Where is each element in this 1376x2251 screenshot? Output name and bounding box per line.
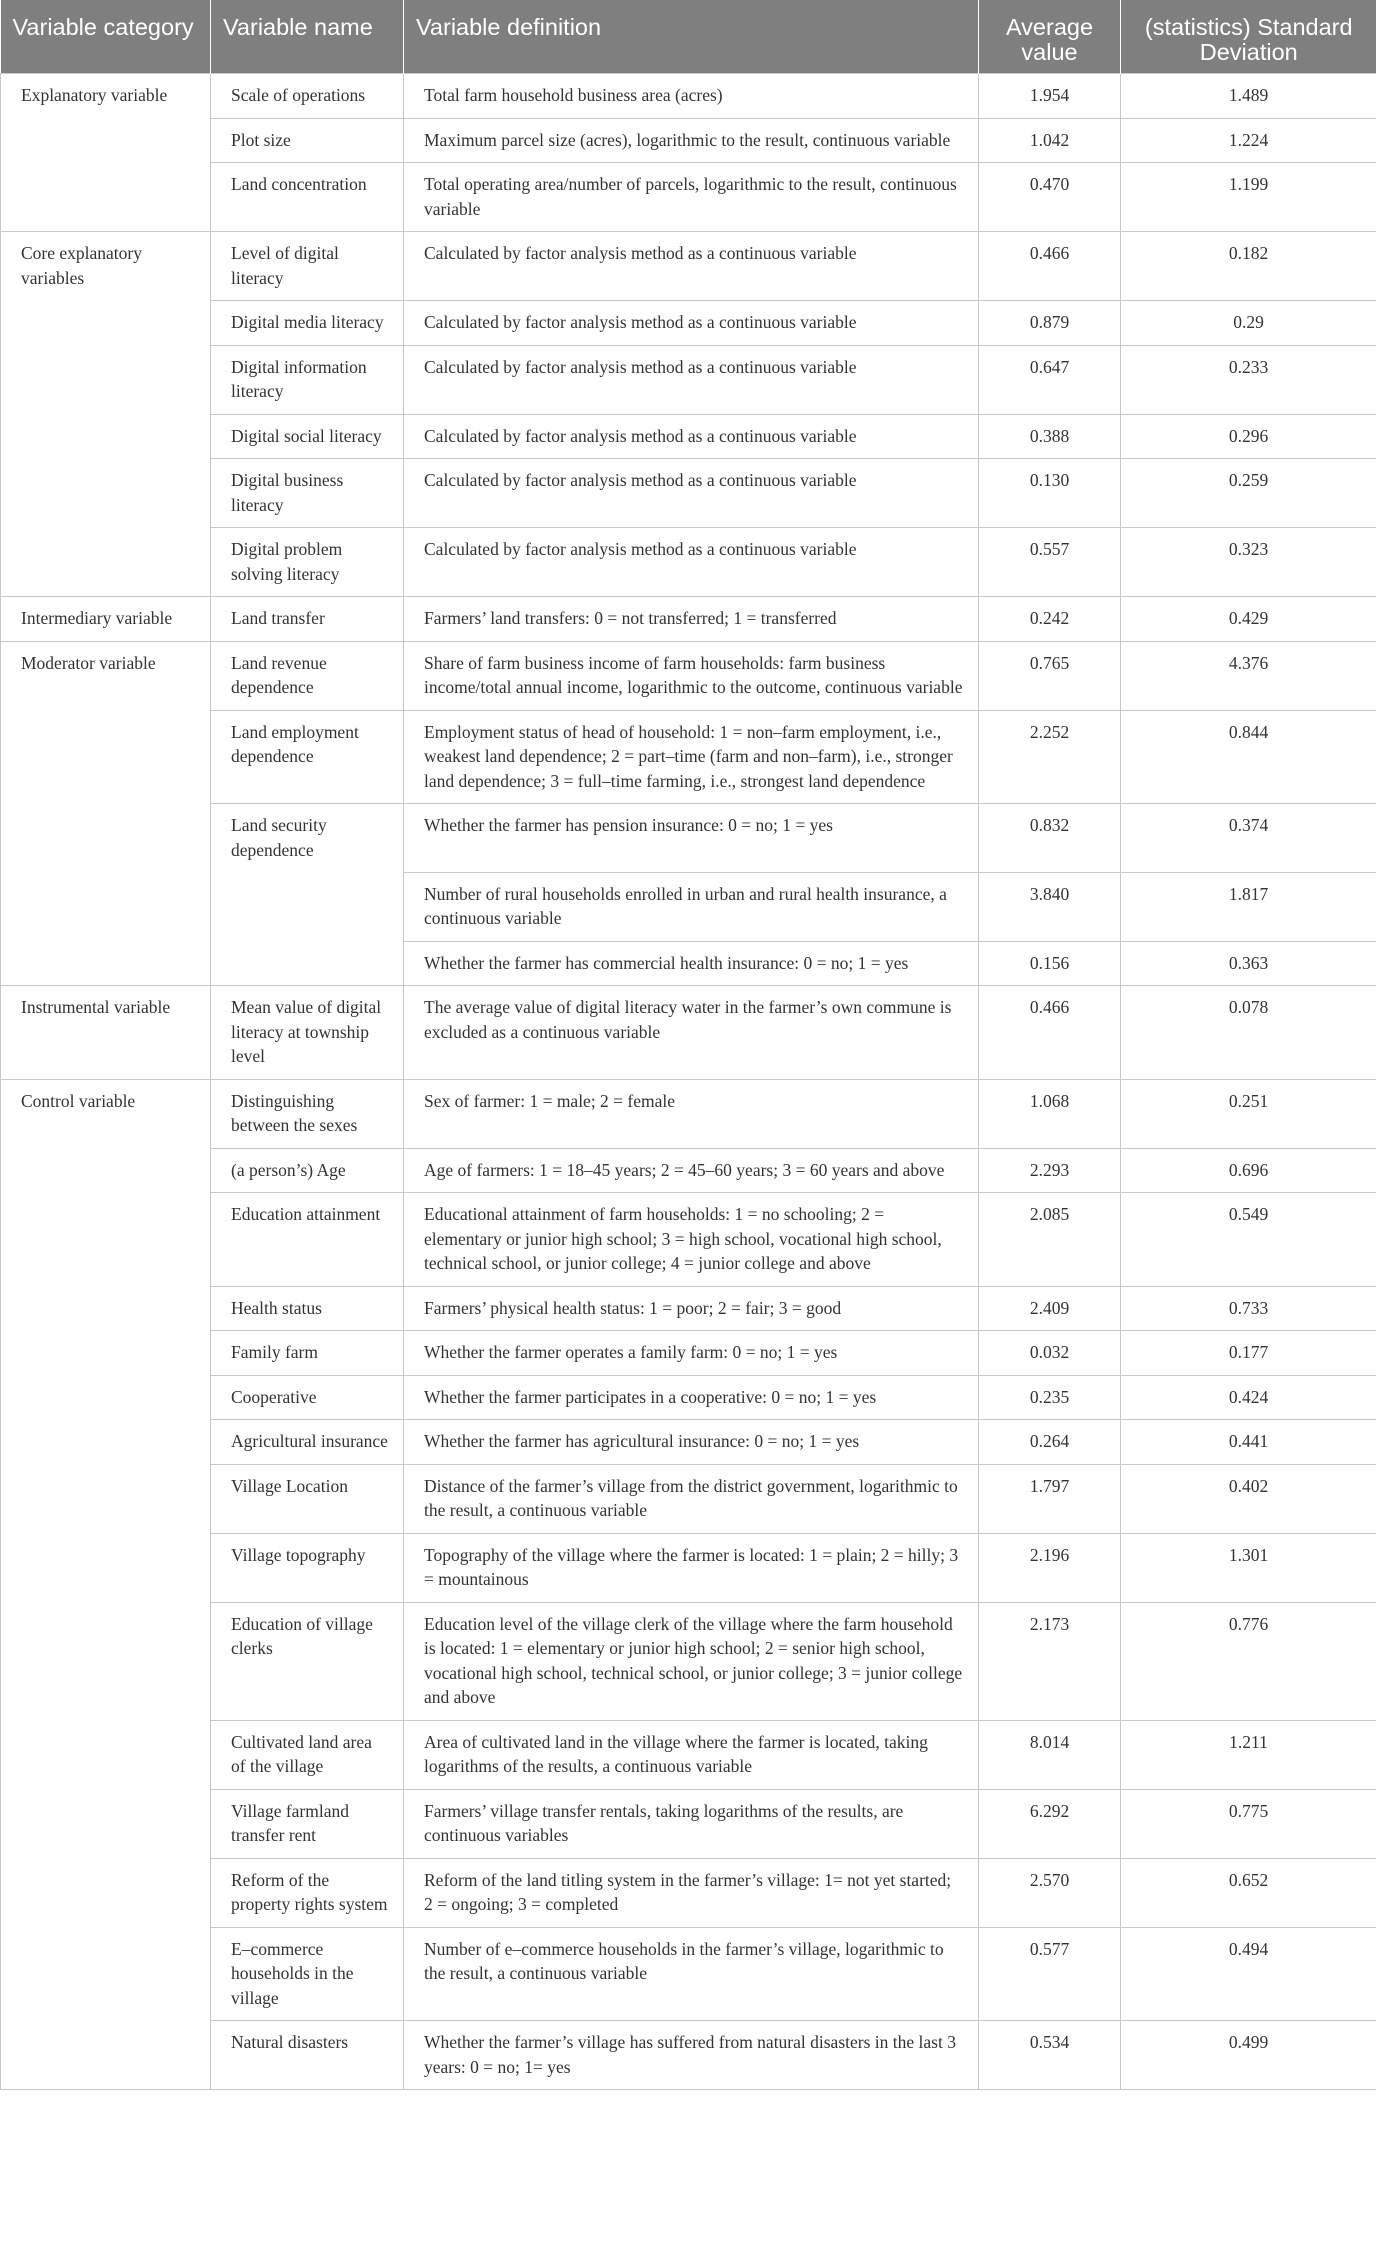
average-value-cell: 2.173	[979, 1602, 1121, 1720]
average-value-cell: 6.292	[979, 1789, 1121, 1858]
standard-deviation-cell: 0.177	[1121, 1331, 1376, 1376]
variable-category-cell: Core explanatory variables	[1, 232, 211, 597]
variable-name-cell	[211, 941, 404, 986]
variable-name-cell: Cooperative	[211, 1375, 404, 1420]
standard-deviation-cell: 0.429	[1121, 597, 1376, 642]
standard-deviation-cell: 0.776	[1121, 1602, 1376, 1720]
variable-definition-cell: Whether the farmer participates in a cooperative: 0 = no; 1 = yes	[404, 1375, 979, 1420]
average-value-cell: 0.534	[979, 2021, 1121, 2090]
variable-name-cell: Natural disasters	[211, 2021, 404, 2090]
variable-name-cell: Education attainment	[211, 1193, 404, 1287]
standard-deviation-cell: 0.499	[1121, 2021, 1376, 2090]
average-value-cell: 0.557	[979, 528, 1121, 597]
average-value-cell: 0.466	[979, 986, 1121, 1080]
variable-category-cell: Moderator variable	[1, 641, 211, 986]
variable-definition-cell: Distance of the farmer’s village from the district government, logarithmic to the result, a continuous variable	[404, 1464, 979, 1533]
average-value-cell: 0.032	[979, 1331, 1121, 1376]
variable-name-cell	[211, 872, 404, 941]
variable-name-cell: Digital problem solving literacy	[211, 528, 404, 597]
header-variable-category: Variable category	[1, 0, 211, 74]
variable-definition-cell: Age of farmers: 1 = 18–45 years; 2 = 45–60 years; 3 = 60 years and above	[404, 1148, 979, 1193]
standard-deviation-cell: 0.494	[1121, 1927, 1376, 2021]
standard-deviation-cell: 0.182	[1121, 232, 1376, 301]
variable-definition-cell: Reform of the land titling system in the farmer’s village: 1= not yet started; 2 = ongoing; 3 = completed	[404, 1858, 979, 1927]
standard-deviation-cell: 1.211	[1121, 1720, 1376, 1789]
table-row	[1, 641, 1376, 710]
variable-name-cell: Distinguishing between the sexes	[211, 1079, 404, 1148]
variable-definition-cell: Whether the farmer’s village has suffered from natural disasters in the last 3 years: 0 = no; 1= yes	[404, 2021, 979, 2090]
header-average-value: Average value	[979, 0, 1121, 74]
standard-deviation-cell: 0.696	[1121, 1148, 1376, 1193]
average-value-cell: 0.264	[979, 1420, 1121, 1465]
average-value-cell: 1.797	[979, 1464, 1121, 1533]
standard-deviation-cell: 1.199	[1121, 163, 1376, 232]
average-value-cell: 2.293	[979, 1148, 1121, 1193]
header-standard-deviation: (statistics) Standard Deviation	[1121, 0, 1376, 74]
header-row	[1, 0, 1376, 74]
variable-name-cell: Mean value of digital literacy at township level	[211, 986, 404, 1080]
average-value-cell: 0.466	[979, 232, 1121, 301]
header-variable-definition: Variable definition	[404, 0, 979, 74]
average-value-cell: 3.840	[979, 872, 1121, 941]
variable-name-cell: Digital social literacy	[211, 414, 404, 459]
variable-definition-cell: Number of e–commerce households in the farmer’s village, logarithmic to the result, a continuous variable	[404, 1927, 979, 2021]
variable-definition-cell: Farmers’ land transfers: 0 = not transferred; 1 = transferred	[404, 597, 979, 642]
average-value-cell: 0.470	[979, 163, 1121, 232]
standard-deviation-cell: 1.224	[1121, 118, 1376, 163]
variable-category-cell: Instrumental variable	[1, 986, 211, 1080]
table-body	[1, 74, 1376, 2090]
variable-name-cell: (a person’s) Age	[211, 1148, 404, 1193]
variable-definition-cell: Employment status of head of household: 1 = non–farm employment, i.e., weakest land dependence; 2 = part–time (farm and non–farm), i.e., stronger land dependence; 3 = full–time farming, i.e., strongest land dependence	[404, 710, 979, 804]
variable-name-cell: Village topography	[211, 1533, 404, 1602]
average-value-cell: 0.130	[979, 459, 1121, 528]
average-value-cell: 2.570	[979, 1858, 1121, 1927]
standard-deviation-cell: 0.363	[1121, 941, 1376, 986]
table-row	[1, 597, 1376, 642]
average-value-cell: 1.042	[979, 118, 1121, 163]
variable-definition-cell: Calculated by factor analysis method as a continuous variable	[404, 459, 979, 528]
variable-name-cell: Health status	[211, 1286, 404, 1331]
average-value-cell: 2.409	[979, 1286, 1121, 1331]
variable-name-cell: E–commerce households in the village	[211, 1927, 404, 2021]
variable-name-cell: Digital media literacy	[211, 301, 404, 346]
variable-category-cell: Intermediary variable	[1, 597, 211, 642]
standard-deviation-cell: 0.29	[1121, 301, 1376, 346]
variable-definition-cell: Calculated by factor analysis method as a continuous variable	[404, 345, 979, 414]
variable-definition-cell: Calculated by factor analysis method as a continuous variable	[404, 301, 979, 346]
standard-deviation-cell: 0.233	[1121, 345, 1376, 414]
variable-name-cell: Level of digital literacy	[211, 232, 404, 301]
variable-name-cell: Land employment dependence	[211, 710, 404, 804]
average-value-cell: 0.832	[979, 804, 1121, 873]
variable-name-cell: Agricultural insurance	[211, 1420, 404, 1465]
variable-name-cell: Land transfer	[211, 597, 404, 642]
average-value-cell: 0.388	[979, 414, 1121, 459]
table-row	[1, 232, 1376, 301]
standard-deviation-cell: 0.374	[1121, 804, 1376, 873]
variable-definition-cell: Calculated by factor analysis method as a continuous variable	[404, 232, 979, 301]
variable-definition-cell: Educational attainment of farm households: 1 = no schooling; 2 = elementary or junior high school; 3 = high school, vocational high school, technical school, or junior college; 4 = junior college and above	[404, 1193, 979, 1287]
variable-definition-cell: Maximum parcel size (acres), logarithmic to the result, continuous variable	[404, 118, 979, 163]
average-value-cell: 0.879	[979, 301, 1121, 346]
standard-deviation-cell: 1.301	[1121, 1533, 1376, 1602]
standard-deviation-cell: 0.251	[1121, 1079, 1376, 1148]
variable-definition-cell: Whether the farmer has commercial health insurance: 0 = no; 1 = yes	[404, 941, 979, 986]
variable-definition-cell: Whether the farmer operates a family farm: 0 = no; 1 = yes	[404, 1331, 979, 1376]
table-row	[1, 74, 1376, 119]
variable-definition-cell: Whether the farmer has agricultural insurance: 0 = no; 1 = yes	[404, 1420, 979, 1465]
standard-deviation-cell: 0.259	[1121, 459, 1376, 528]
table-header	[1, 0, 1376, 74]
variable-name-cell: Cultivated land area of the village	[211, 1720, 404, 1789]
standard-deviation-cell: 0.323	[1121, 528, 1376, 597]
variable-name-cell: Land security dependence	[211, 804, 404, 873]
variable-definition-cell: Area of cultivated land in the village where the farmer is located, taking logarithms of the results, a continuous variable	[404, 1720, 979, 1789]
variable-definition-cell: Total farm household business area (acres)	[404, 74, 979, 119]
standard-deviation-cell: 0.549	[1121, 1193, 1376, 1287]
variable-definition-cell: Total operating area/number of parcels, logarithmic to the result, continuous variable	[404, 163, 979, 232]
variable-category-cell: Control variable	[1, 1079, 211, 2090]
standard-deviation-cell: 0.296	[1121, 414, 1376, 459]
variable-name-cell: Land concentration	[211, 163, 404, 232]
standard-deviation-cell: 0.441	[1121, 1420, 1376, 1465]
average-value-cell: 2.252	[979, 710, 1121, 804]
variable-name-cell: Scale of operations	[211, 74, 404, 119]
variable-definition-cell: The average value of digital literacy water in the farmer’s own commune is excluded as a continuous variable	[404, 986, 979, 1080]
standard-deviation-cell: 1.817	[1121, 872, 1376, 941]
variable-name-cell: Village Location	[211, 1464, 404, 1533]
variable-name-cell: Family farm	[211, 1331, 404, 1376]
average-value-cell: 0.577	[979, 1927, 1121, 2021]
standard-deviation-cell: 1.489	[1121, 74, 1376, 119]
average-value-cell: 1.068	[979, 1079, 1121, 1148]
variable-name-cell: Land revenue dependence	[211, 641, 404, 710]
variable-name-cell: Digital business literacy	[211, 459, 404, 528]
average-value-cell: 0.765	[979, 641, 1121, 710]
average-value-cell: 2.196	[979, 1533, 1121, 1602]
variable-definition-cell: Education level of the village clerk of the village where the farm household is located: 1 = elementary or junior high school; 2 = senior high school, vocational high school, technical school, or junior college; 3 = junior college and above	[404, 1602, 979, 1720]
average-value-cell: 1.954	[979, 74, 1121, 119]
variable-name-cell: Digital information literacy	[211, 345, 404, 414]
variable-definition-cell: Farmers’ village transfer rentals, taking logarithms of the results, are continuous variables	[404, 1789, 979, 1858]
variable-category-cell: Explanatory variable	[1, 74, 211, 232]
table-row	[1, 1079, 1376, 1148]
variable-definition-cell: Farmers’ physical health status: 1 = poor; 2 = fair; 3 = good	[404, 1286, 979, 1331]
variable-name-cell: Reform of the property rights system	[211, 1858, 404, 1927]
variable-definition-cell: Sex of farmer: 1 = male; 2 = female	[404, 1079, 979, 1148]
average-value-cell: 0.235	[979, 1375, 1121, 1420]
variable-name-cell: Plot size	[211, 118, 404, 163]
variable-name-cell: Village farmland transfer rent	[211, 1789, 404, 1858]
standard-deviation-cell: 0.402	[1121, 1464, 1376, 1533]
variable-definition-cell: Calculated by factor analysis method as a continuous variable	[404, 414, 979, 459]
variable-definition-cell: Number of rural households enrolled in urban and rural health insurance, a continuous variable	[404, 872, 979, 941]
standard-deviation-cell: 0.078	[1121, 986, 1376, 1080]
standard-deviation-cell: 0.424	[1121, 1375, 1376, 1420]
average-value-cell: 0.647	[979, 345, 1121, 414]
standard-deviation-cell: 0.844	[1121, 710, 1376, 804]
header-variable-name: Variable name	[211, 0, 404, 74]
average-value-cell: 0.242	[979, 597, 1121, 642]
average-value-cell: 2.085	[979, 1193, 1121, 1287]
standard-deviation-cell: 4.376	[1121, 641, 1376, 710]
variable-definition-cell: Whether the farmer has pension insurance: 0 = no; 1 = yes	[404, 804, 979, 873]
standard-deviation-cell: 0.775	[1121, 1789, 1376, 1858]
table-row	[1, 986, 1376, 1080]
standard-deviation-cell: 0.652	[1121, 1858, 1376, 1927]
average-value-cell: 0.156	[979, 941, 1121, 986]
average-value-cell: 8.014	[979, 1720, 1121, 1789]
variable-definition-cell: Topography of the village where the farmer is located: 1 = plain; 2 = hilly; 3 = mountainous	[404, 1533, 979, 1602]
variable-definition-cell: Calculated by factor analysis method as a continuous variable	[404, 528, 979, 597]
variable-name-cell: Education of village clerks	[211, 1602, 404, 1720]
standard-deviation-cell: 0.733	[1121, 1286, 1376, 1331]
variable-definition-cell: Share of farm business income of farm households: farm business income/total annual income, logarithmic to the outcome, continuous variable	[404, 641, 979, 710]
